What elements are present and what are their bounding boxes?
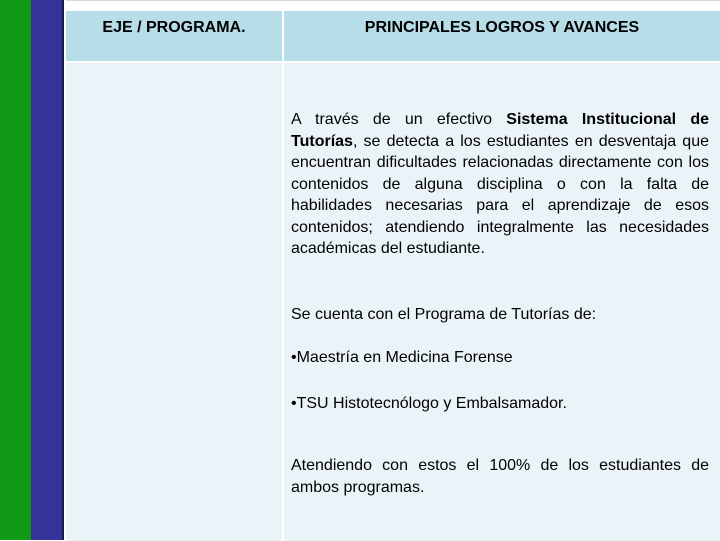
blue-side-stripe <box>31 0 64 540</box>
paragraph-programa-tutorias: Se cuenta con el Programa de Tutorías de: <box>291 306 597 323</box>
para1-bold: Sistema Institucional de Tutorías <box>291 111 709 150</box>
header-eje-programa-label: EJE / PROGRAMA. <box>102 19 246 36</box>
paragraph-atendiendo: Atendiendo con estos el 100% de los estudiantes de ambos programas. <box>291 457 709 496</box>
bullet-maestria: •Maestría en Medicina Forense <box>291 349 513 366</box>
header-logros-avances <box>284 11 720 61</box>
para1-prefix: A través de un efectivo <box>291 111 507 128</box>
paragraph-sistema-tutorias <box>291 109 709 260</box>
header-logros-avances-label: PRINCIPALES LOGROS Y AVANCES <box>364 19 640 36</box>
header-eje-programa <box>66 11 282 61</box>
para1-suffix: , se detecta a los estudiantes en desventaja que encuentran dificultades relacionadas directamente con los contenidos de alguna disciplina o con la falta de habilidades necesarias para el aprendizaje de esos contenidos; atendiendo integralmente las necesidades académicas del estudiante. <box>291 132 709 257</box>
bullet-tsu: •TSU Histotecnólogo y Embalsamador. <box>291 395 567 412</box>
achievements-table <box>66 0 720 540</box>
green-side-stripe <box>0 0 31 540</box>
cell-eje-programa <box>66 63 282 541</box>
logros-content <box>291 109 709 496</box>
